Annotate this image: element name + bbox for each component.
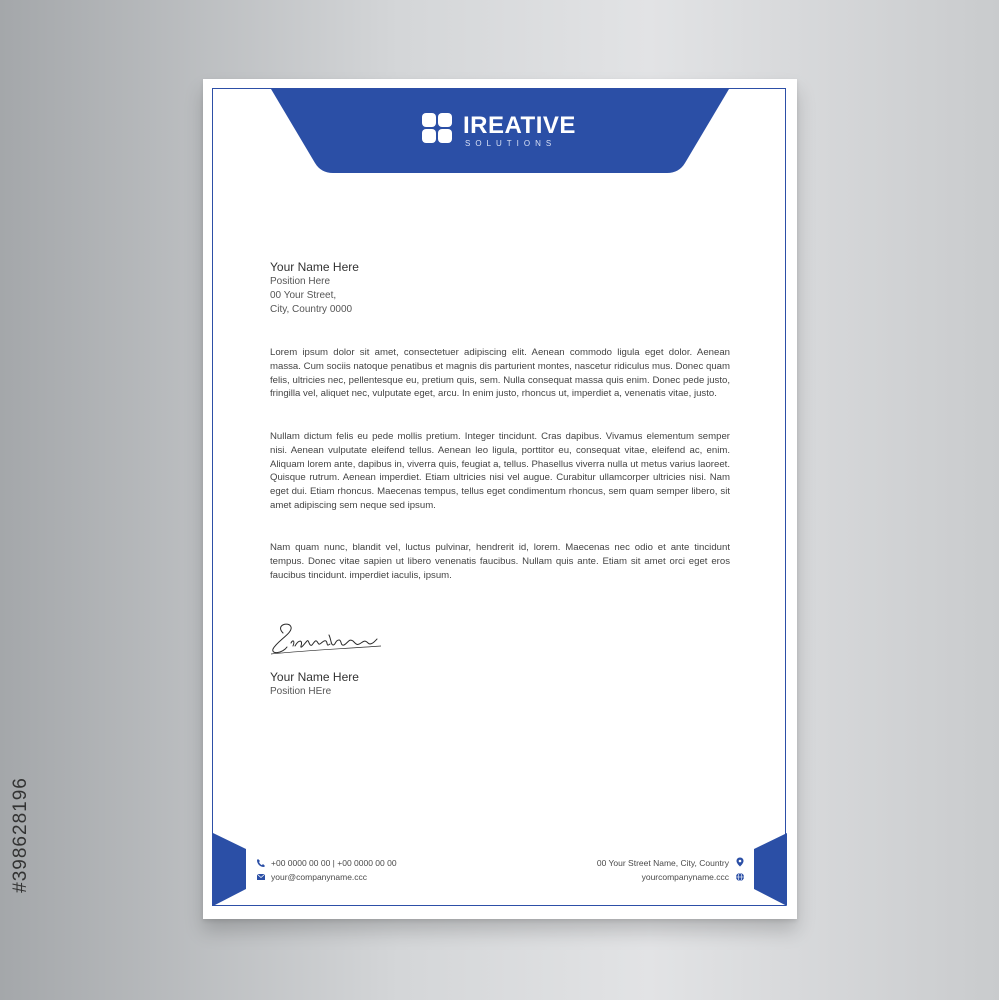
signoff-position: Position HEre [270, 686, 332, 697]
stock-id-text: #398628196 [10, 777, 31, 893]
phone-icon [256, 858, 266, 868]
letterhead-sheet [203, 79, 797, 919]
footer-email: your@companyname.ccc [271, 872, 368, 882]
header-band [271, 89, 729, 173]
mail-icon [256, 872, 266, 882]
logo-mark-icon [421, 112, 453, 144]
paragraph-text: Lorem ipsum dolor sit amet, consectetuer adipiscing elit. Aenean commodo ligula eget dolor. Aenean massa. Cum sociis natoque penatibus et magnis dis parturient montes, nascetur ridiculus mus. Donec quam felis, ultricies nec, pellentesque eu, pretium quis, sem. Nulla consequat massa quis enim. Donec pede justo, fringilla vel, aliquet nec, vulputate eget, arcu. In enim justo, rhoncus ut, imperdiet a, venenatis vitae, justo. [270, 347, 730, 400]
sender-city: City, Country 0000 [270, 304, 353, 315]
footer-phone: +00 0000 00 00 | +00 0000 00 00 [271, 858, 397, 868]
signoff-block [270, 670, 730, 699]
footer-address: 00 Your Street Name, City, Country [596, 858, 729, 868]
brand-name: IREATIVE [463, 112, 576, 139]
sender-street: 00 Your Street, [270, 290, 337, 301]
sender-block [270, 260, 730, 317]
footer-corner-right [754, 833, 787, 906]
body-paragraph-1 [270, 346, 730, 401]
body-paragraph-2 [270, 430, 730, 513]
sender-name: Your Name Here [270, 260, 359, 274]
stock-id-label [8, 760, 34, 910]
body-paragraph-3 [270, 541, 730, 582]
brand-tagline: SOLUTIONS [465, 139, 557, 148]
location-pin-icon [735, 857, 745, 867]
signoff-name: Your Name Here [270, 670, 359, 684]
footer-corner-left [213, 833, 246, 906]
paragraph-text: Nullam dictum felis eu pede mollis pretium. Integer tincidunt. Cras dapibus. Vivamus elementum semper nisi. Aenean vulputate eleifend tellus. Aenean leo ligula, porttitor eu, consequat vitae, eleifend ac, enim. Aliquam lorem ante, dapibus in, viverra quis, feugiat a, tellus. Phasellus viverra nulla ut metus varius laoreet. Quisque rutrum. Aenean imperdiet. Etiam ultricies nisi vel augue. Curabitur ullamcorper ultricies nisi. Nam eget dui. Etiam rhoncus. Maecenas tempus, tellus eget condimentum rhoncus, sem quam semper libero, sit amet adipiscing sem neque sed ipsum. [270, 431, 730, 511]
globe-icon [735, 872, 745, 882]
footer-website: yourcompanyname.ccc [641, 872, 729, 882]
sender-position: Position Here [270, 276, 331, 287]
paragraph-text: Nam quam nunc, blandit vel, luctus pulvinar, hendrerit id, lorem. Maecenas nec odio et ante tincidunt tempus. Donec vitae sapien ut libero venenatis faucibus. Nullam quis ante. Etiam sit amet orci eget eros faucibus tincidunt. imperdiet iaculis, ipsum. [270, 542, 730, 581]
handwritten-signature [269, 619, 389, 659]
